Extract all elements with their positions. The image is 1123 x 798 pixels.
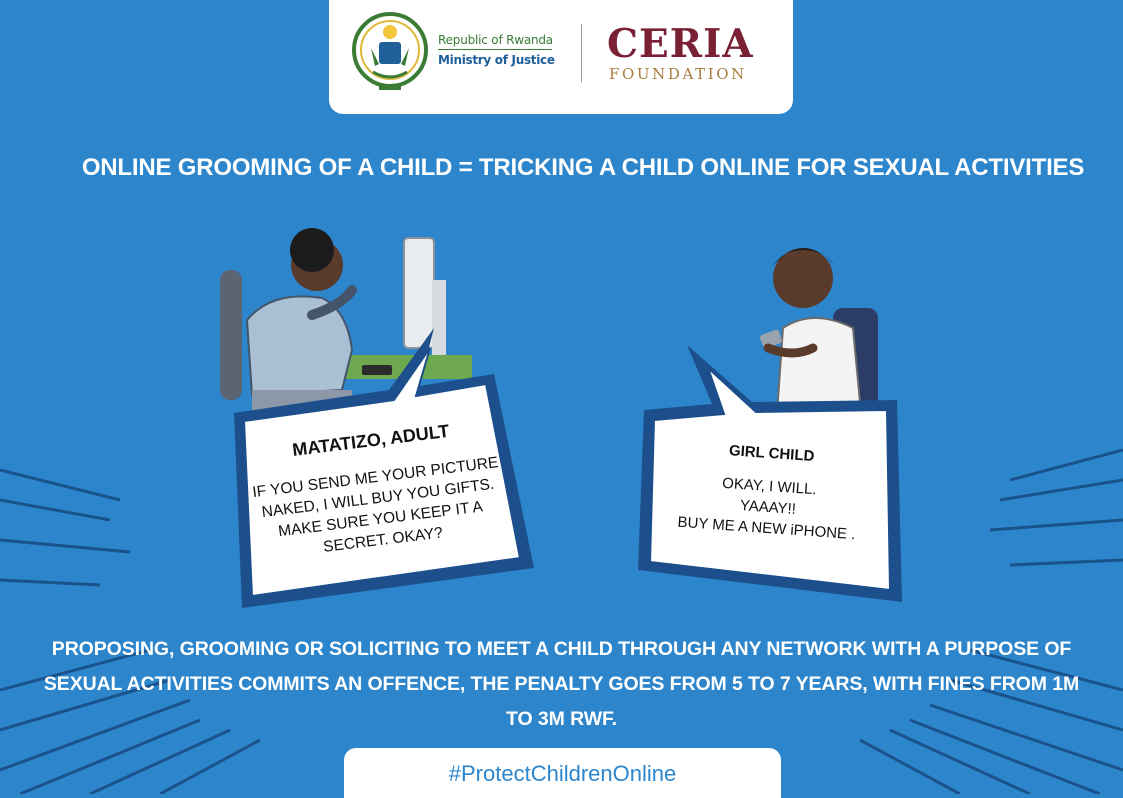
rwanda-emblem-icon [351,8,429,94]
ceria-logo-name: CERIA [607,21,754,67]
logo-divider [581,24,582,82]
left-speech-text: IF YOU SEND ME YOUR PICTURE NAKED, I WILL BUY YOU GIFTS. MAKE SURE YOU KEEP IT A SECRET. OKAY? [251,454,500,556]
hashtag-label: #ProtectChildrenOnline [448,761,677,786]
hashtag-card [344,748,781,798]
right-speech-text: OKAY, I WILL. YAAAY!! BUY ME A NEW iPHONE . [677,474,856,544]
headline: ONLINE GROOMING OF A CHILD = TRICKING A CHILD ONLINE FOR SEXUAL ACTIVITIES [81,154,1085,181]
right-speaker-label: GIRL CHILD [728,442,815,466]
government-name [438,33,555,67]
left-speaker-label: MATATIZO, ADULT [291,420,451,460]
republic-label: Republic of Rwanda [438,33,553,47]
law-statement: PROPOSING, GROOMING OR SOLICITING TO MEET A CHILD THROUGH ANY NETWORK WITH A PURPOSE OF SEXUAL ACTIVITIES COMMITS AN OFFENCE, THE PENALTY GOES FROM 5 TO 7 YEARS, WITH FINES FROM 1M TO 3M RWF. [43,638,1080,730]
government-rule [438,49,552,50]
logo-card [329,0,793,114]
ministry-label: Ministry of Justice [438,53,555,67]
ceria-logo-subtitle: FOUNDATION [609,65,747,83]
right-bubble-content [657,438,881,547]
